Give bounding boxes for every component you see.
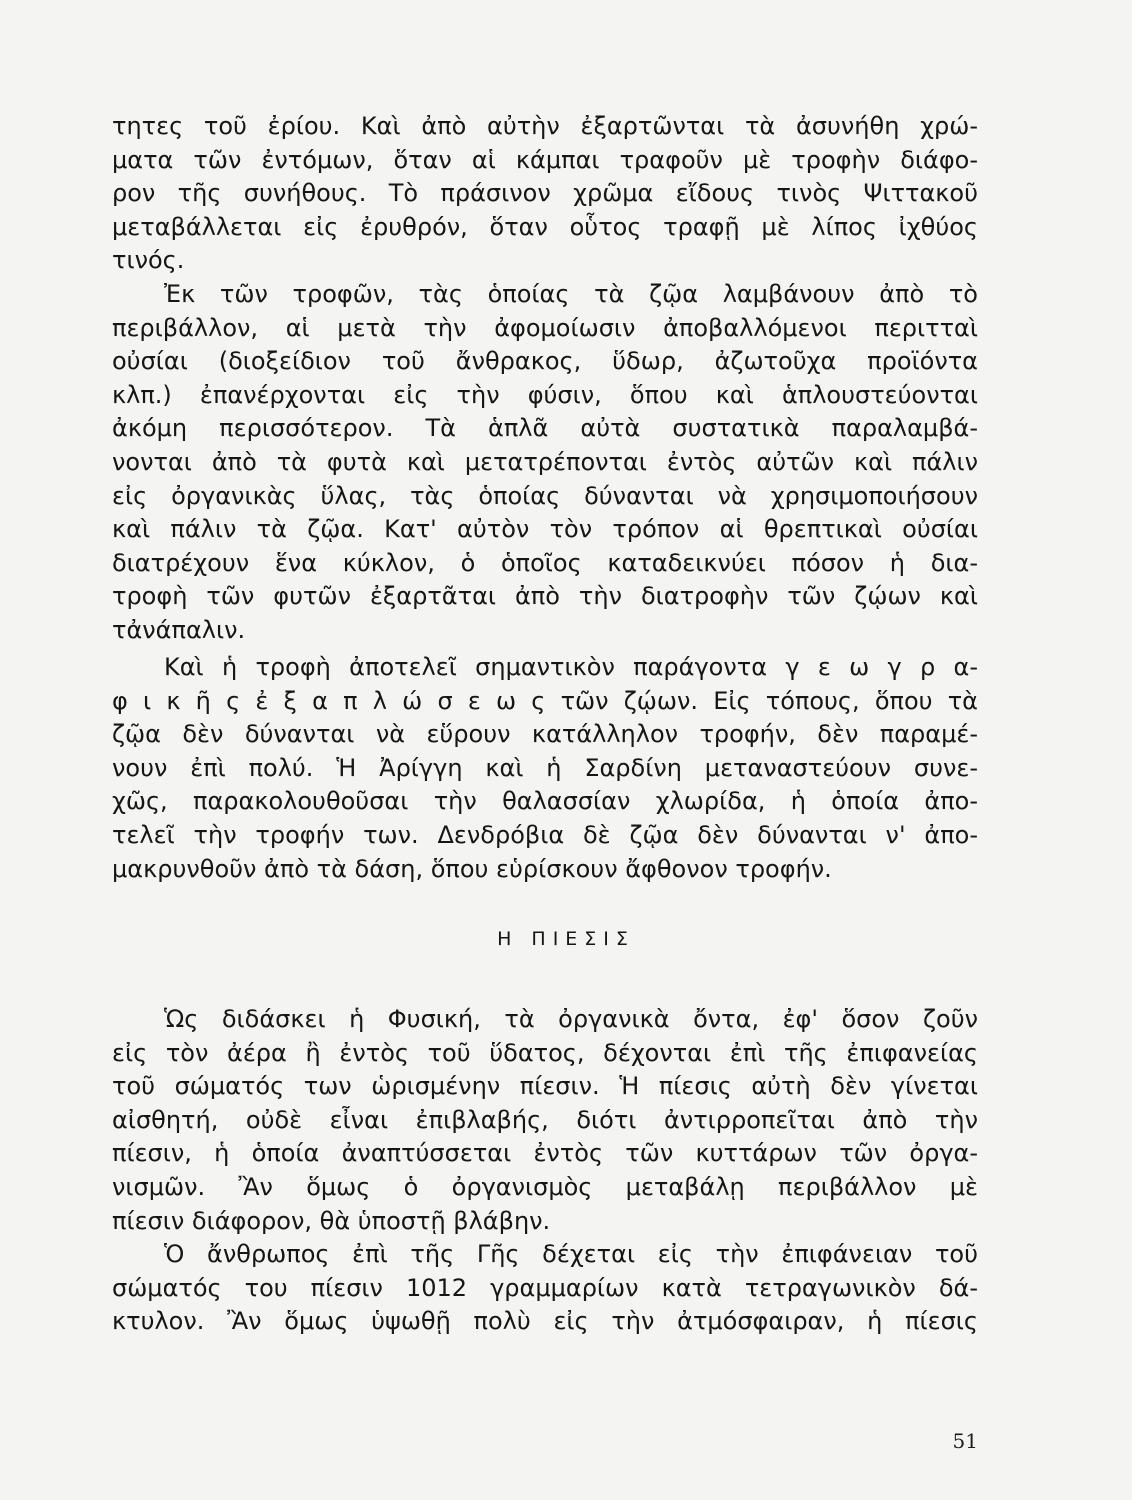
text-line: νουν ἐπὶ πολύ. Ἡ Ἀρίγγη καὶ ἡ Σαρδίνη μεταναστεύουν συνε- [112,753,978,782]
text-line: τελεῖ τὴν τροφήν των. Δενδρόβια δὲ ζῷα δὲν δύνανται ν' ἀπο- [112,820,978,849]
text-line: σώματός του πίεσιν 1012 γραμμαρίων κατὰ τετραγωνικὸν δά- [112,1273,978,1302]
text-line: εἰς τὸν ἀέρα ἢ ἐντὸς τοῦ ὕδατος, δέχονται ἐπὶ τῆς ἐπιφανείας [112,1038,978,1067]
text-line: οὐσίαι (διοξείδιον τοῦ ἄνθρακος, ὕδωρ, ἀζωτοῦχα προϊόντα [112,347,978,376]
text-line: χῶς, παρακολουθοῦσαι τὴν θαλασσίαν χλωρίδα, ἡ ὁποία ἀπο- [112,787,978,816]
text-line: διατρέχουν ἕνα κύκλον, ὁ ὁποῖος καταδεικνύει πόσον ἡ δια- [112,548,978,577]
text-line: τοῦ σώματός των ὡρισμένην πίεσιν. Ἡ πίεσις αὐτὴ δὲν γίνεται [112,1072,978,1101]
text-line: Ἐκ τῶν τροφῶν, τὰς ὁποίας τὰ ζῷα λαμβάνουν ἀπὸ τὸ [164,279,978,308]
text-line: ρον τῆς συνήθους. Τὸ πράσινον χρῶμα εἴδους τινὸς Ψιττακοῦ [112,179,978,208]
text-line: πίεσιν, ἡ ὁποία ἀναπτύσσεται ἐντὸς τῶν κυττάρων τῶν ὀργα- [112,1139,978,1168]
text-line: ἀκόμη περισσότερον. Τὰ ἁπλᾶ αὐτὰ συστατικὰ παραλαμβά- [112,414,978,443]
text-line: τἀνάπαλιν. [112,615,246,644]
paragraph-food-and-nutrient-cycle [112,110,978,648]
text-line: μακρυνθοῦν ἀπὸ τὰ δάση, ὅπου εὑρίσκουν ἄφθονον τροφήν. [112,854,832,883]
text-line: ματα τῶν ἐντόμων, ὅταν αἱ κάμπαι τραφοῦν μὲ τροφὴν διάφο- [112,145,978,174]
text-line: νονται ἀπὸ τὰ φυτὰ καὶ μετατρέπονται ἐντὸς αὐτῶν καὶ πάλιν [112,447,978,476]
text-line: Ὡς διδάσκει ἡ Φυσική, τὰ ὀργανικὰ ὄντα, ἐφ' ὅσον ζοῦν [164,1005,978,1033]
text-line: τινός. [112,246,185,275]
paragraph-food-and-distribution [112,651,978,886]
text-line: φ ι κ ῆ ς ἐ ξ α π λ ώ σ ε ω ς τῶν ζῴων. Εἰς τόπους, ὅπου τὰ [112,686,978,715]
text-line: περιβάλλον, αἱ μετὰ τὴν ἀφομοίωσιν ἀποβαλλόμενοι περιτταὶ [112,313,978,342]
text-line: καὶ πάλιν τὰ ζῷα. Κατ' αὐτὸν τὸν τρόπον αἱ θρεπτικαὶ οὐσίαι [112,515,978,544]
paragraph-pressure [112,1003,978,1339]
text-line: εἰς ὀργανικὰς ὕλας, τὰς ὁποίας δύνανται νὰ χρησιμοποιήσουν [112,481,978,510]
text-line: Καὶ ἡ τροφὴ ἀποτελεῖ σημαντικὸν παράγοντα γ ε ω γ ρ α- [164,653,978,681]
text-line: πίεσιν διάφορον, θὰ ὑποστῇ βλάβην. [112,1206,551,1235]
section-heading: Η ΠΙΕΣΙΣ [497,928,635,950]
text-line: ζῷα δὲν δύνανται νὰ εὕρουν κατάλληλον τροφήν, δὲν παραμέ- [112,720,978,749]
text-line: κτυλον. Ἂν ὅμως ὑψωθῇ πολὺ εἰς τὴν ἀτμόσφαιραν, ἡ πίεσις [112,1307,978,1336]
text-line: κλπ.) ἐπανέρχονται εἰς τὴν φύσιν, ὅπου καὶ ἁπλουστεύονται [112,380,978,409]
text-line: τητες τοῦ ἐρίου. Καὶ ἀπὸ αὐτὴν ἐξαρτῶνται τὰ ἀσυνήθη χρώ- [112,112,978,140]
text-line: αἰσθητή, οὐδὲ εἶναι ἐπιβλαβής, διότι ἀντιρροπεῖται ἀπὸ τὴν [112,1105,978,1134]
text-line: Ὁ ἄνθρωπος ἐπὶ τῆς Γῆς δέχεται εἰς τὴν ἐπιφάνειαν τοῦ [164,1240,978,1269]
text-line: μεταβάλλεται εἰς ἐρυθρόν, ὅταν οὗτος τραφῇ μὲ λίπος ἰχθύος [112,212,978,241]
text-line: νισμῶν. Ἂν ὅμως ὁ ὀργανισμὸς μεταβάλῃ περιβάλλον μὲ [112,1172,978,1201]
text-line: τροφὴ τῶν φυτῶν ἐξαρτᾶται ἀπὸ τὴν διατροφὴν τῶν ζῴων καὶ [112,582,978,611]
page-number: 51 [952,1429,978,1453]
